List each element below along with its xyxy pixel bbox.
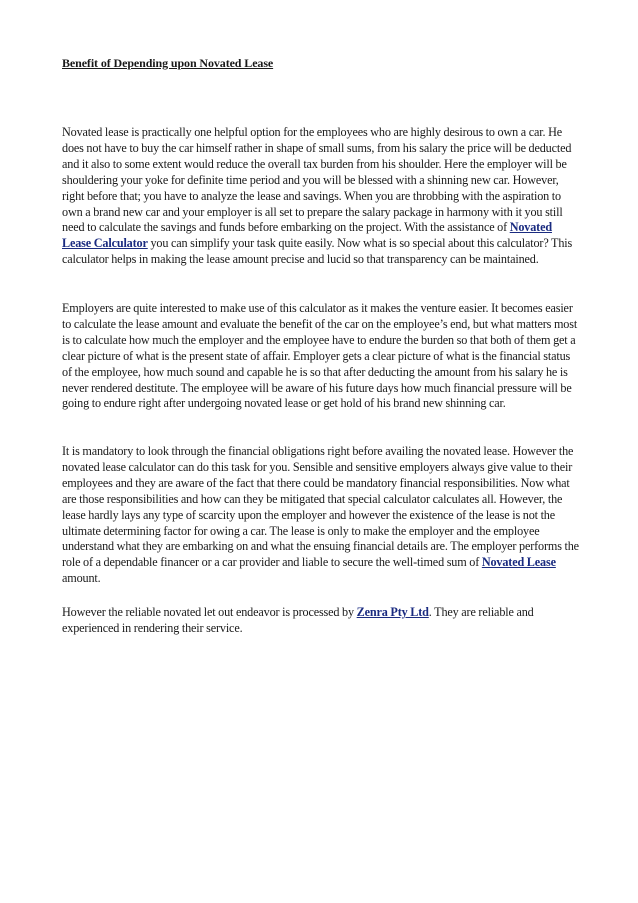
document-title: Benefit of Depending upon Novated Lease bbox=[62, 56, 274, 70]
novated-lease-calculator-link[interactable]: Novated Lease Calculator bbox=[62, 220, 552, 251]
paragraph-4-text-before: However the reliable novated let out endeavor is processed by bbox=[62, 605, 357, 619]
paragraph-1-text-after: you can simplify your task quite easily. Now what is so special about this calculator? This calculator helps in making the lease amount precise and lucid so that transparency can be maintained. bbox=[62, 236, 573, 267]
novated-lease-link[interactable]: Novated Lease bbox=[481, 555, 556, 570]
paragraph-1 bbox=[62, 125, 582, 268]
paragraph-4 bbox=[62, 605, 582, 637]
paragraph-3-text-before: It is mandatory to look through the financial obligations right before availing the novated lease. However the novated lease calculator can do this task for you. Sensible and sensitive employers always give value to their employees and they are aware of the fact that there could be mandatory financial responsibilities. Now what are those responsibilities and how can they be mitigated that special calculator calculates all. However, the lease hardly lays any type of scarcity upon the employer and however the existence of the lease is not the ultimate determining factor for owing a car. The lease is only to make the employer and the employee understand what they are embarking on and what the ensuing financial details are. The employer performs the role of a dependable financer or a car provider and liable to secure the well-timed sum of bbox=[62, 444, 579, 570]
zenra-pty-ltd-link[interactable]: Zenra Pty Ltd bbox=[356, 605, 429, 619]
paragraph-4-text-after: . They are reliable and experienced in rendering their service. bbox=[62, 605, 534, 635]
paragraph-2: Employers are quite interested to make use of this calculator as it makes the venture easier. It becomes easier to calculate the lease amount and evaluate the benefit of the car on the employee’s end, but what matters most is to calculate how much the employer and the employee have to endure the burden so that both of them get a clear picture of what is the present state of affair. Employer gets a clear picture of what is the financial status of the employee, how much sound and capable he is so that after deducting the amount from his salary he is never rendered destitute. The employee will be aware of his future days how much financial pressure will be going to endure right after undergoing novated lease or get hold of his brand new shinning car. bbox=[62, 301, 578, 411]
paragraph-3 bbox=[62, 444, 582, 587]
paragraph-1-text-before: Novated lease is practically one helpful option for the employees who are highly desirous to own a car. He does not have to buy the car himself rather in shape of small sums, from his salary the price will be deducted and it also to some extent would reduce the overall tax burden from his shoulder. Here the employer will be shouldering your yoke for definite time period and you will be blessed with a shinning new car. However, right before that; you have to analyze the lease and savings. When you are throbbing with the aspiration to own a brand new car and your employer is all set to prepare the salary package in harmony with it you still need to calculate the savings and funds before embarking on the project. With the assistance of bbox=[62, 125, 572, 235]
document-page bbox=[62, 55, 580, 635]
paragraph-3-text-after: amount. bbox=[62, 571, 101, 586]
